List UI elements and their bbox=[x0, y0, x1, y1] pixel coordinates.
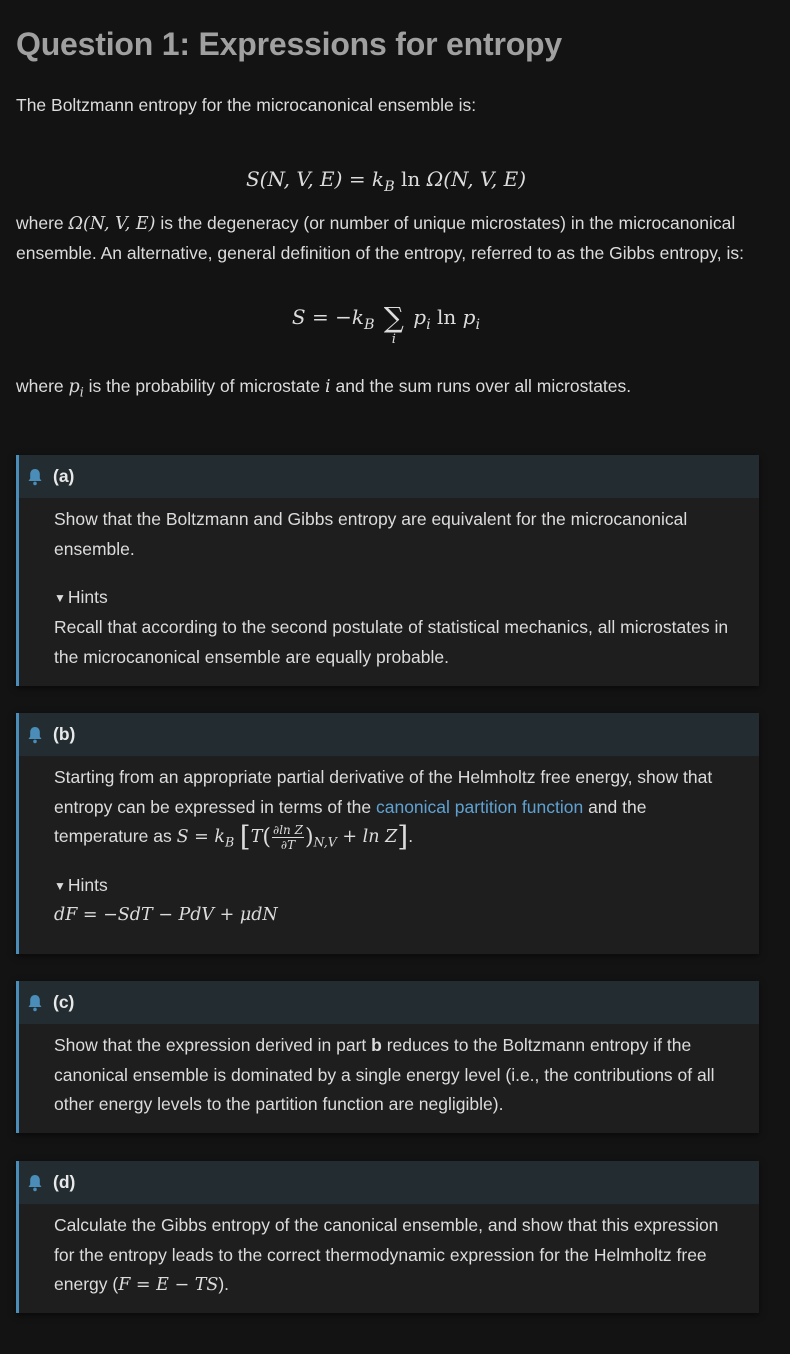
admonition-header bbox=[19, 981, 759, 1024]
part-label: (a) bbox=[53, 466, 75, 486]
triangle-down-icon: ▼ bbox=[54, 591, 66, 605]
part-label: (d) bbox=[53, 1172, 76, 1192]
probability-explanation: where $p_i$ is the probability of microstate i and the sum runs over all microstates. bbox=[16, 376, 632, 400]
page-title: Question 1: Expressions for entropy bbox=[16, 26, 563, 62]
part-d-text: Calculate the Gibbs entropy of the canonical ensemble, and show that this expression for the entropy leads to the correct thermodynamic expression for the Helmholtz free energy (F = E − TS). bbox=[54, 1215, 719, 1295]
part-b-text: Starting from an appropriate partial derivative of the Helmholtz free energy, show that entropy can be expressed in terms of the canonical partition function and the temperature as $S = k_B$ [T( $\frac{\text{∂ln Z}}{\partial T}$ )$_{N,V} + \ln Z$]. bbox=[54, 767, 713, 853]
hints-toggle[interactable]: ▼ Hints bbox=[54, 583, 729, 613]
intro-text: The Boltzmann entropy for the microcanonical ensemble is: bbox=[16, 95, 477, 115]
page-content bbox=[16, 0, 756, 407]
part-a-text: Show that the Boltzmann and Gibbs entropy are equivalent for the microcanonical ensemble. bbox=[54, 509, 688, 559]
admonition-part-d bbox=[16, 1161, 759, 1313]
admonition-part-b bbox=[16, 713, 759, 954]
hints-toggle[interactable]: ▼ Hints bbox=[54, 871, 729, 901]
hint-formula: dF = −SdT − PdV + μdN bbox=[54, 905, 278, 925]
bell-icon bbox=[27, 726, 43, 744]
admonition-header bbox=[19, 455, 759, 498]
summation-symbol: ∑ i bbox=[383, 301, 404, 347]
admonition-header bbox=[19, 713, 759, 756]
degeneracy-explanation: where Ω(N, V, E) is the degeneracy (or number of unique microstates) in the microcanonical ensemble. An alternative, general definition of the entropy, referred to as the Gibbs entropy, is: bbox=[16, 213, 744, 263]
bell-icon bbox=[27, 1174, 43, 1192]
part-label: (b) bbox=[53, 724, 76, 744]
boltzmann-equation: S(N, V, $E) = k_B$ ln Ω(N, V, E) bbox=[245, 167, 527, 195]
bell-icon bbox=[27, 994, 43, 1012]
part-c-text: Show that the expression derived in part b reduces to the Boltzmann entropy if the canonical ensemble is dominated by a single energy level (i.e., the contributions of all other energy levels to the partition function are negligible). bbox=[54, 1035, 715, 1114]
triangle-down-icon: ▼ bbox=[54, 879, 66, 893]
part-label: (c) bbox=[53, 992, 75, 1012]
hint-text: Recall that according to the second postulate of statistical mechanics, all microstates in the microcanonical ensemble are equally probable. bbox=[54, 617, 729, 667]
admonition-part-a bbox=[16, 455, 759, 686]
admonition-header bbox=[19, 1161, 759, 1204]
admonition-part-c bbox=[16, 981, 759, 1133]
canonical-partition-function-link[interactable]: canonical partition function bbox=[375, 796, 584, 817]
gibbs-equation: $S = -k_B$ ∑ i $p_i$ $\ln p_i$ bbox=[291, 301, 481, 347]
bell-icon bbox=[27, 468, 43, 486]
entropy-formula: $S = k_B$ [T( $\frac{\text{∂ln Z}}{\partial T}$ )$_{N,V} + \ln Z$] bbox=[176, 820, 409, 853]
